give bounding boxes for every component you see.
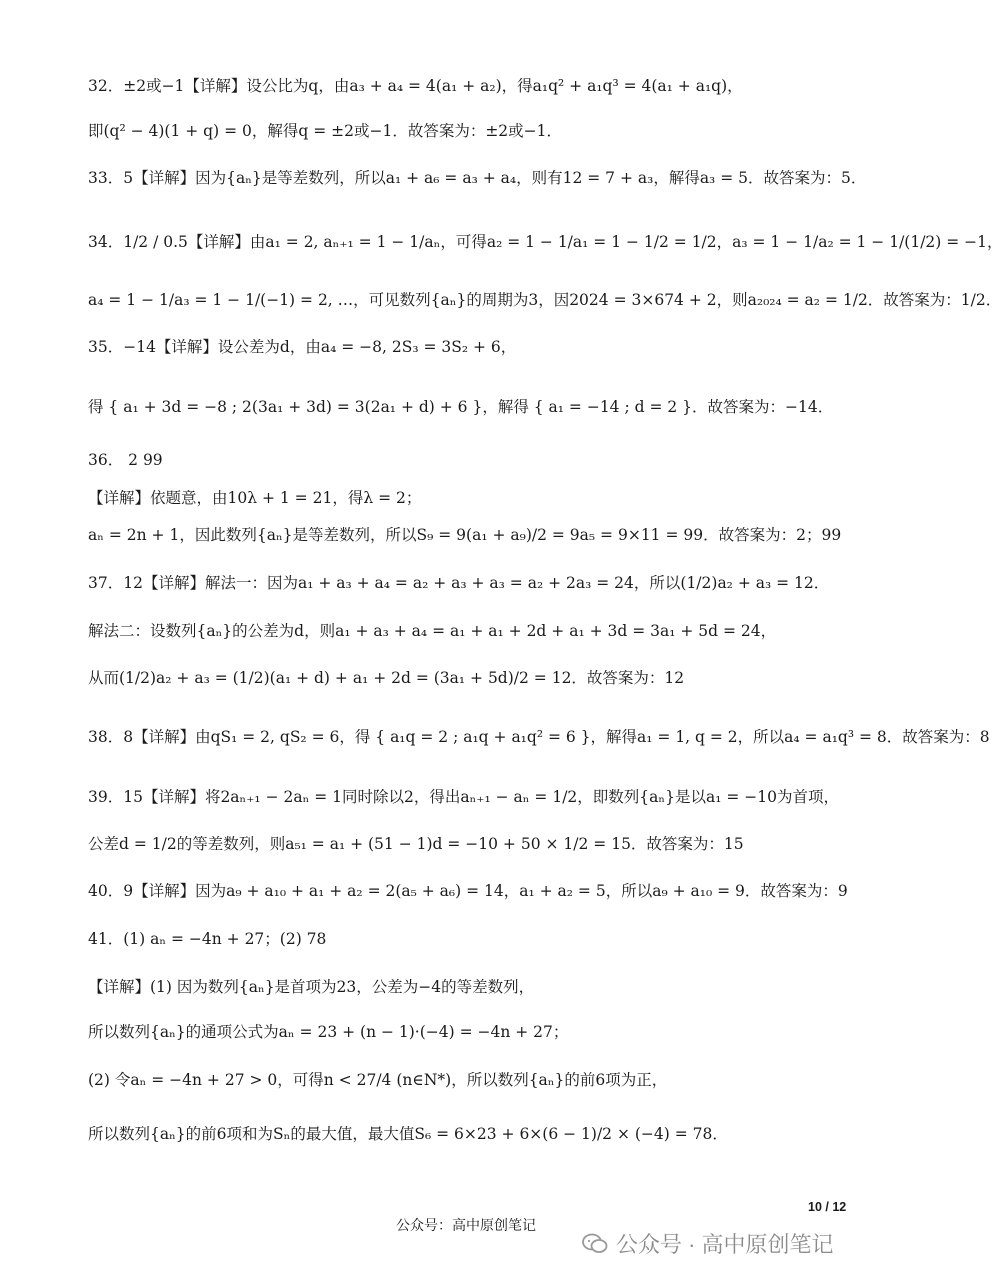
solution-line-39b: 公差d = 1/2的等差数列，则a₅₁ = a₁ + (51 − 1)d = −10 + 50 × 1/2 = 15．故答案为：15 xyxy=(88,835,744,853)
solution-line-37b: 解法二：设数列{aₙ}的公差为d，则a₁ + a₃ + a₄ = a₁ + a₁ + 2d + a₁ + 3d = 3a₁ + 5d = 24， xyxy=(88,622,777,640)
solution-line-37c: 从而(1/2)a₂ + a₃ = (1/2)(a₁ + d) + a₁ + 2d = (3a₁ + 5d)/2 = 12．故答案为：12 xyxy=(88,669,685,687)
solution-line-35b: 得 { a₁ + 3d = −8 ; 2(3a₁ + 3d) = 3(2a₁ + d) + 6 }，解得 { a₁ = −14 ; d = 2 }．故答案为：−14． xyxy=(88,398,834,416)
watermark-text: 公众号 · 高中原创笔记 xyxy=(616,1232,834,1257)
solution-line-36-detail: 【详解】依题意，由10λ + 1 = 21，得λ = 2； xyxy=(88,489,422,507)
solution-line-34a: 34．1/2 / 0.5【详解】由a₁ = 2, aₙ₊₁ = 1 − 1/aₙ，可得a₂ = 1 − 1/a₁ = 1 − 1/2 = 1/2，a₃ = 1 − 1/a₂ = 1 − 1/(1/2) = −1， xyxy=(88,233,1003,251)
solution-line-36: 36． 2 99 xyxy=(88,451,163,469)
solution-line-36-sum: aₙ = 2n + 1，因此数列{aₙ}是等差数列，所以S₉ = 9(a₁ + a₉)/2 = 9a₅ = 9×11 = 99．故答案为：2；99 xyxy=(88,526,842,544)
solution-line-41-detail1: 【详解】(1) 因为数列{aₙ}是首项为23，公差为−4的等差数列， xyxy=(88,978,535,996)
wechat-icon xyxy=(582,1233,608,1255)
solution-line-41-formula: 所以数列{aₙ}的通项公式为aₙ = 23 + (n − 1)·(−4) = −4n + 27； xyxy=(88,1023,569,1041)
solution-line-40: 40．9【详解】因为a₉ + a₁₀ + a₁ + a₂ = 2(a₅ + a₆) = 14，a₁ + a₂ = 5，所以a₉ + a₁₀ = 9．故答案为：9 xyxy=(88,882,848,900)
solution-line-39a: 39．15【详解】将2aₙ₊₁ − 2aₙ = 1同时除以2，得出aₙ₊₁ − aₙ = 1/2，即数列{aₙ}是以a₁ = −10为首项， xyxy=(88,788,839,806)
solution-line-35a: 35．−14【详解】设公差为d，由a₄ = −8, 2S₃ = 3S₂ + 6， xyxy=(88,338,517,356)
solution-line-41-max: 所以数列{aₙ}的前6项和为Sₙ的最大值，最大值S₆ = 6×23 + 6×(6 − 1)/2 × (−4) = 78． xyxy=(88,1125,728,1143)
solution-line-41-part2: (2) 令aₙ = −4n + 27 > 0，可得n < 27/4 (n∈N*)，所以数列{aₙ}的前6项为正， xyxy=(88,1071,668,1089)
solution-line-41: 41．(1) aₙ = −4n + 27；(2) 78 xyxy=(88,930,327,948)
watermark xyxy=(582,1228,834,1259)
page-number: 10 / 12 xyxy=(808,1200,847,1214)
solution-line-32b: 即(q² − 4)(1 + q) = 0，解得q = ±2或−1．故答案为：±2或−1． xyxy=(88,122,563,140)
solution-line-33: 33．5【详解】因为{aₙ}是等差数列，所以a₁ + a₆ = a₃ + a₄，则有12 = 7 + a₃，解得a₃ = 5．故答案为：5． xyxy=(88,169,867,187)
solution-line-37a: 37．12【详解】解法一：因为a₁ + a₃ + a₄ = a₂ + a₃ + a₃ = a₂ + 2a₃ = 24，所以(1/2)a₂ + a₃ = 12． xyxy=(88,574,830,592)
solution-line-38: 38．8【详解】由qS₁ = 2, qS₂ = 6，得 { a₁q = 2 ; a₁q + a₁q² = 6 }，解得a₁ = 1, q = 2，所以a₄ = a₁q³ = 8．故答案为：8 xyxy=(88,728,990,746)
solution-line-34b: a₄ = 1 − 1/a₃ = 1 − 1/(−1) = 2, …，可见数列{aₙ}的周期为3，因2024 = 3×674 + 2，则a₂₀₂₄ = a₂ = 1/2．故答案为：1/2． xyxy=(88,291,1002,309)
solution-line-32a: 32．±2或−1【详解】设公比为q，由a₃ + a₄ = 4(a₁ + a₂)，得a₁q² + a₁q³ = 4(a₁ + a₁q)， xyxy=(88,77,743,95)
footer-label: 公众号：高中原创笔记 xyxy=(396,1217,536,1233)
